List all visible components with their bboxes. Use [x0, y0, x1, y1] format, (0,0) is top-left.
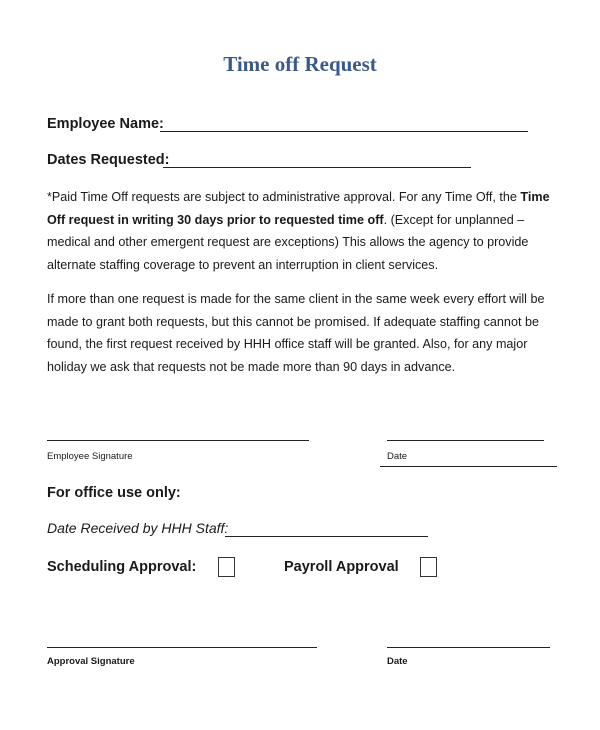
approval-signature-label: Approval Signature [47, 656, 135, 667]
page-title: Time off Request [223, 52, 377, 76]
paragraph-multiple-requests: If more than one request is made for the same client in the same week every effort will be made to grant both requests, but this cannot be promised. If adequate staffing cannot be found, the first request received by HHH office staff will be granted. Also, for any major holiday we ask that requests not be made more than 90 days in advance. [47, 292, 545, 374]
paragraph-policy-part2: . (Except for unplanned – medical and other emergent request are exceptions) This allows the agency to provide alternate staffing coverage to prevent an interruption in client services. [47, 212, 529, 272]
approval-signature-line[interactable] [47, 647, 317, 648]
date-line-1[interactable] [387, 440, 544, 441]
date-received-line[interactable] [225, 536, 428, 537]
scheduling-approval-label: Scheduling Approval: [47, 559, 197, 575]
payroll-approval-label: Payroll Approval [284, 559, 399, 575]
payroll-approval-checkbox[interactable] [420, 557, 437, 577]
paragraph-policy-bold: Time Off request in writing 30 days prior to requested time off [47, 190, 550, 227]
employee-signature-label: Employee Signature [47, 451, 133, 462]
employee-signature-line[interactable] [47, 440, 309, 441]
date-received-label: Date Received by HHH Staff: [47, 520, 229, 536]
separator-rule [380, 466, 557, 467]
employee-name-label: Employee Name: [47, 116, 164, 132]
employee-name-line[interactable] [160, 131, 528, 132]
paragraph-policy-part1: *Paid Time Off requests are subject to administrative approval. For any Time Off, the [47, 190, 521, 204]
dates-requested-line[interactable] [163, 167, 471, 168]
date-label-1: Date [387, 451, 408, 462]
date-line-2[interactable] [387, 647, 550, 648]
paragraph-policy [47, 186, 567, 276]
scheduling-approval-checkbox[interactable] [218, 557, 235, 577]
office-use-heading: For office use only: [47, 485, 181, 501]
date-label-2: Date [387, 656, 408, 667]
dates-requested-label: Dates Requested: [47, 152, 170, 168]
